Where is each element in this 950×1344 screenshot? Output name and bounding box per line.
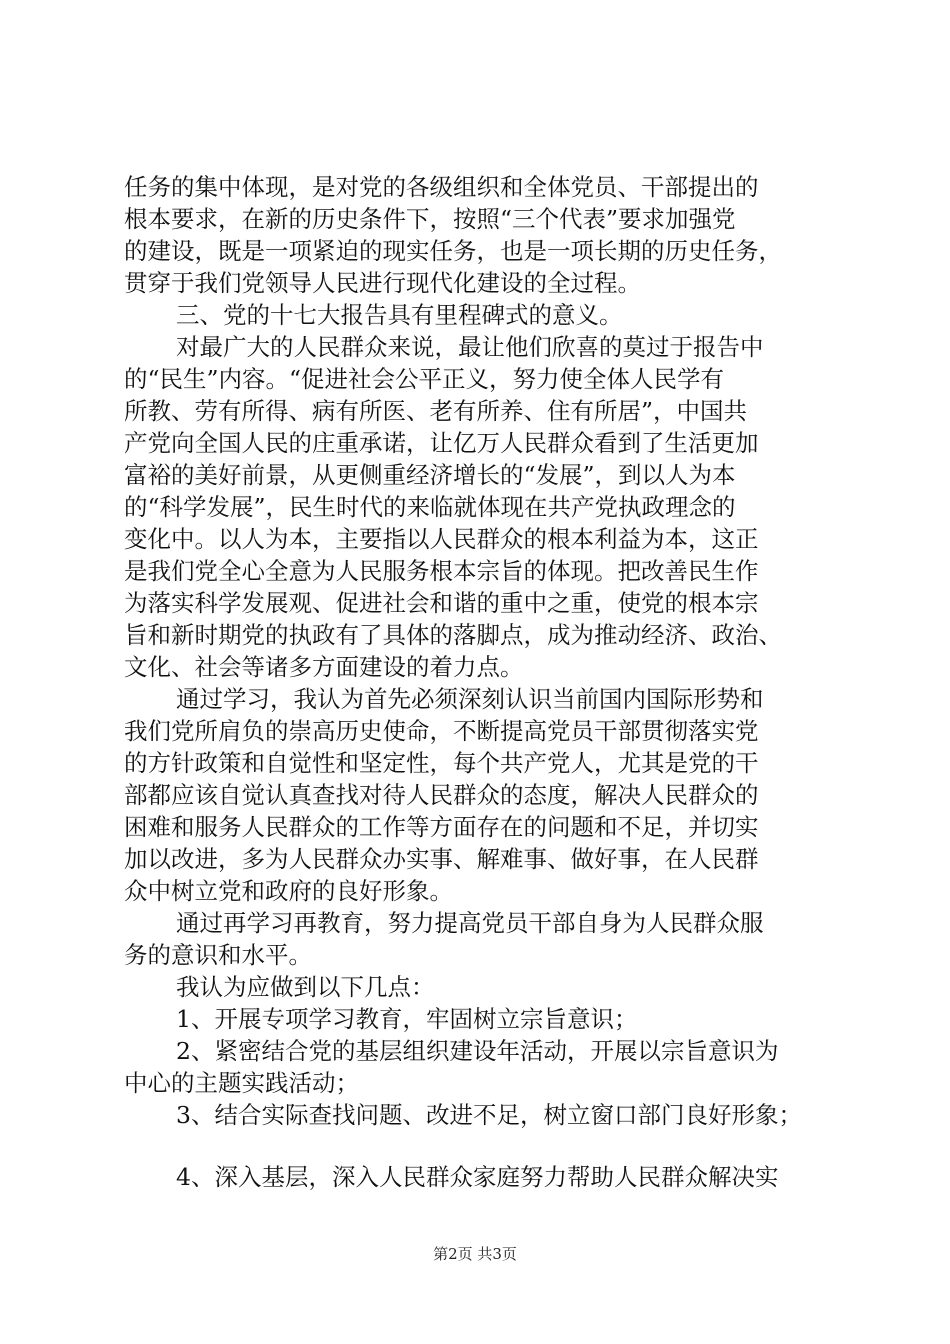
list-item: 4、深入基层，深入人民群众家庭努力帮助人民群众解决实 (176, 1163, 779, 1191)
page-number-footer: 第2页 共3页 (433, 1245, 517, 1263)
text-line: 通过学习，我认为首先必须深刻认识当前国内国际形势和 (176, 685, 764, 713)
text-line: 变化中。以人为本，主要指以人民群众的根本利益为本，这正 (124, 525, 759, 553)
text-line: 我们党所肩负的崇高历史使命，不断提高党员干部贯彻落实党 (124, 717, 759, 745)
text-line: 产党向全国人民的庄重承诺，让亿万人民群众看到了生活更加 (124, 429, 759, 457)
text-line: 困难和服务人民群众的工作等方面存在的问题和不足，并切实 (124, 813, 759, 841)
text-line: 的方针政策和自觉性和坚定性，每个共产党人，尤其是党的干 (124, 749, 759, 777)
text-line: 的建设，既是一项紧迫的现实任务，也是一项长期的历史任务， (124, 237, 782, 265)
section-heading: 三、党的十七大报告具有里程碑式的意义。 (176, 301, 623, 329)
text-line: 的“民生”内容。“促进社会公平正义，努力使全体人民学有 (124, 365, 725, 393)
text-line: 富裕的美好前景，从更侧重经济增长的“发展”，到以人为本 (124, 461, 736, 489)
list-item: 1、开展专项学习教育，牢固树立宗旨意识； (176, 1005, 638, 1033)
text-line: 是我们党全心全意为人民服务根本宗旨的体现。把改善民生作 (124, 557, 759, 585)
text-line: 通过再学习再教育，努力提高党员干部自身为人民群众服 (176, 909, 764, 937)
text-line: 对最广大的人民群众来说，最让他们欣喜的莫过于报告中 (176, 333, 764, 361)
text-line: 务的意识和水平。 (124, 941, 312, 969)
text-line: 贯穿于我们党领导人民进行现代化建设的全过程。 (124, 269, 641, 297)
list-item: 2、紧密结合党的基层组织建设年活动，开展以宗旨意识为 (176, 1037, 779, 1065)
text-line: 文化、社会等诸多方面建设的着力点。 (124, 653, 524, 681)
text-line: 旨和新时期党的执政有了具体的落脚点，成为推动经济、政治、 (124, 621, 782, 649)
text-line: 我认为应做到以下几点： (176, 973, 435, 1001)
text-line: 众中树立党和政府的良好形象。 (124, 877, 453, 905)
paragraph-gap (124, 1131, 834, 1161)
text-line: 中心的主题实践活动； (124, 1069, 359, 1097)
text-line: 为落实科学发展观、促进社会和谐的重中之重，使党的根本宗 (124, 589, 759, 617)
text-line: 加以改进，多为人民群众办实事、解难事、做好事，在人民群 (124, 845, 759, 873)
list-item: 3、结合实际查找问题、改进不足，树立窗口部门良好形象； (176, 1101, 802, 1129)
text-line: 所教、劳有所得、病有所医、老有所养、住有所居”，中国共 (124, 397, 748, 425)
text-line: 任务的集中体现，是对党的各级组织和全体党员、干部提出的 (124, 173, 759, 201)
text-line: 根本要求，在新的历史条件下，按照“三个代表”要求加强党 (124, 205, 736, 233)
text-line: 的“科学发展”，民生时代的来临就体现在共产党执政理念的 (124, 493, 736, 521)
text-line: 部都应该自觉认真查找对待人民群众的态度，解决人民群众的 (124, 781, 759, 809)
document-body (124, 171, 834, 1193)
